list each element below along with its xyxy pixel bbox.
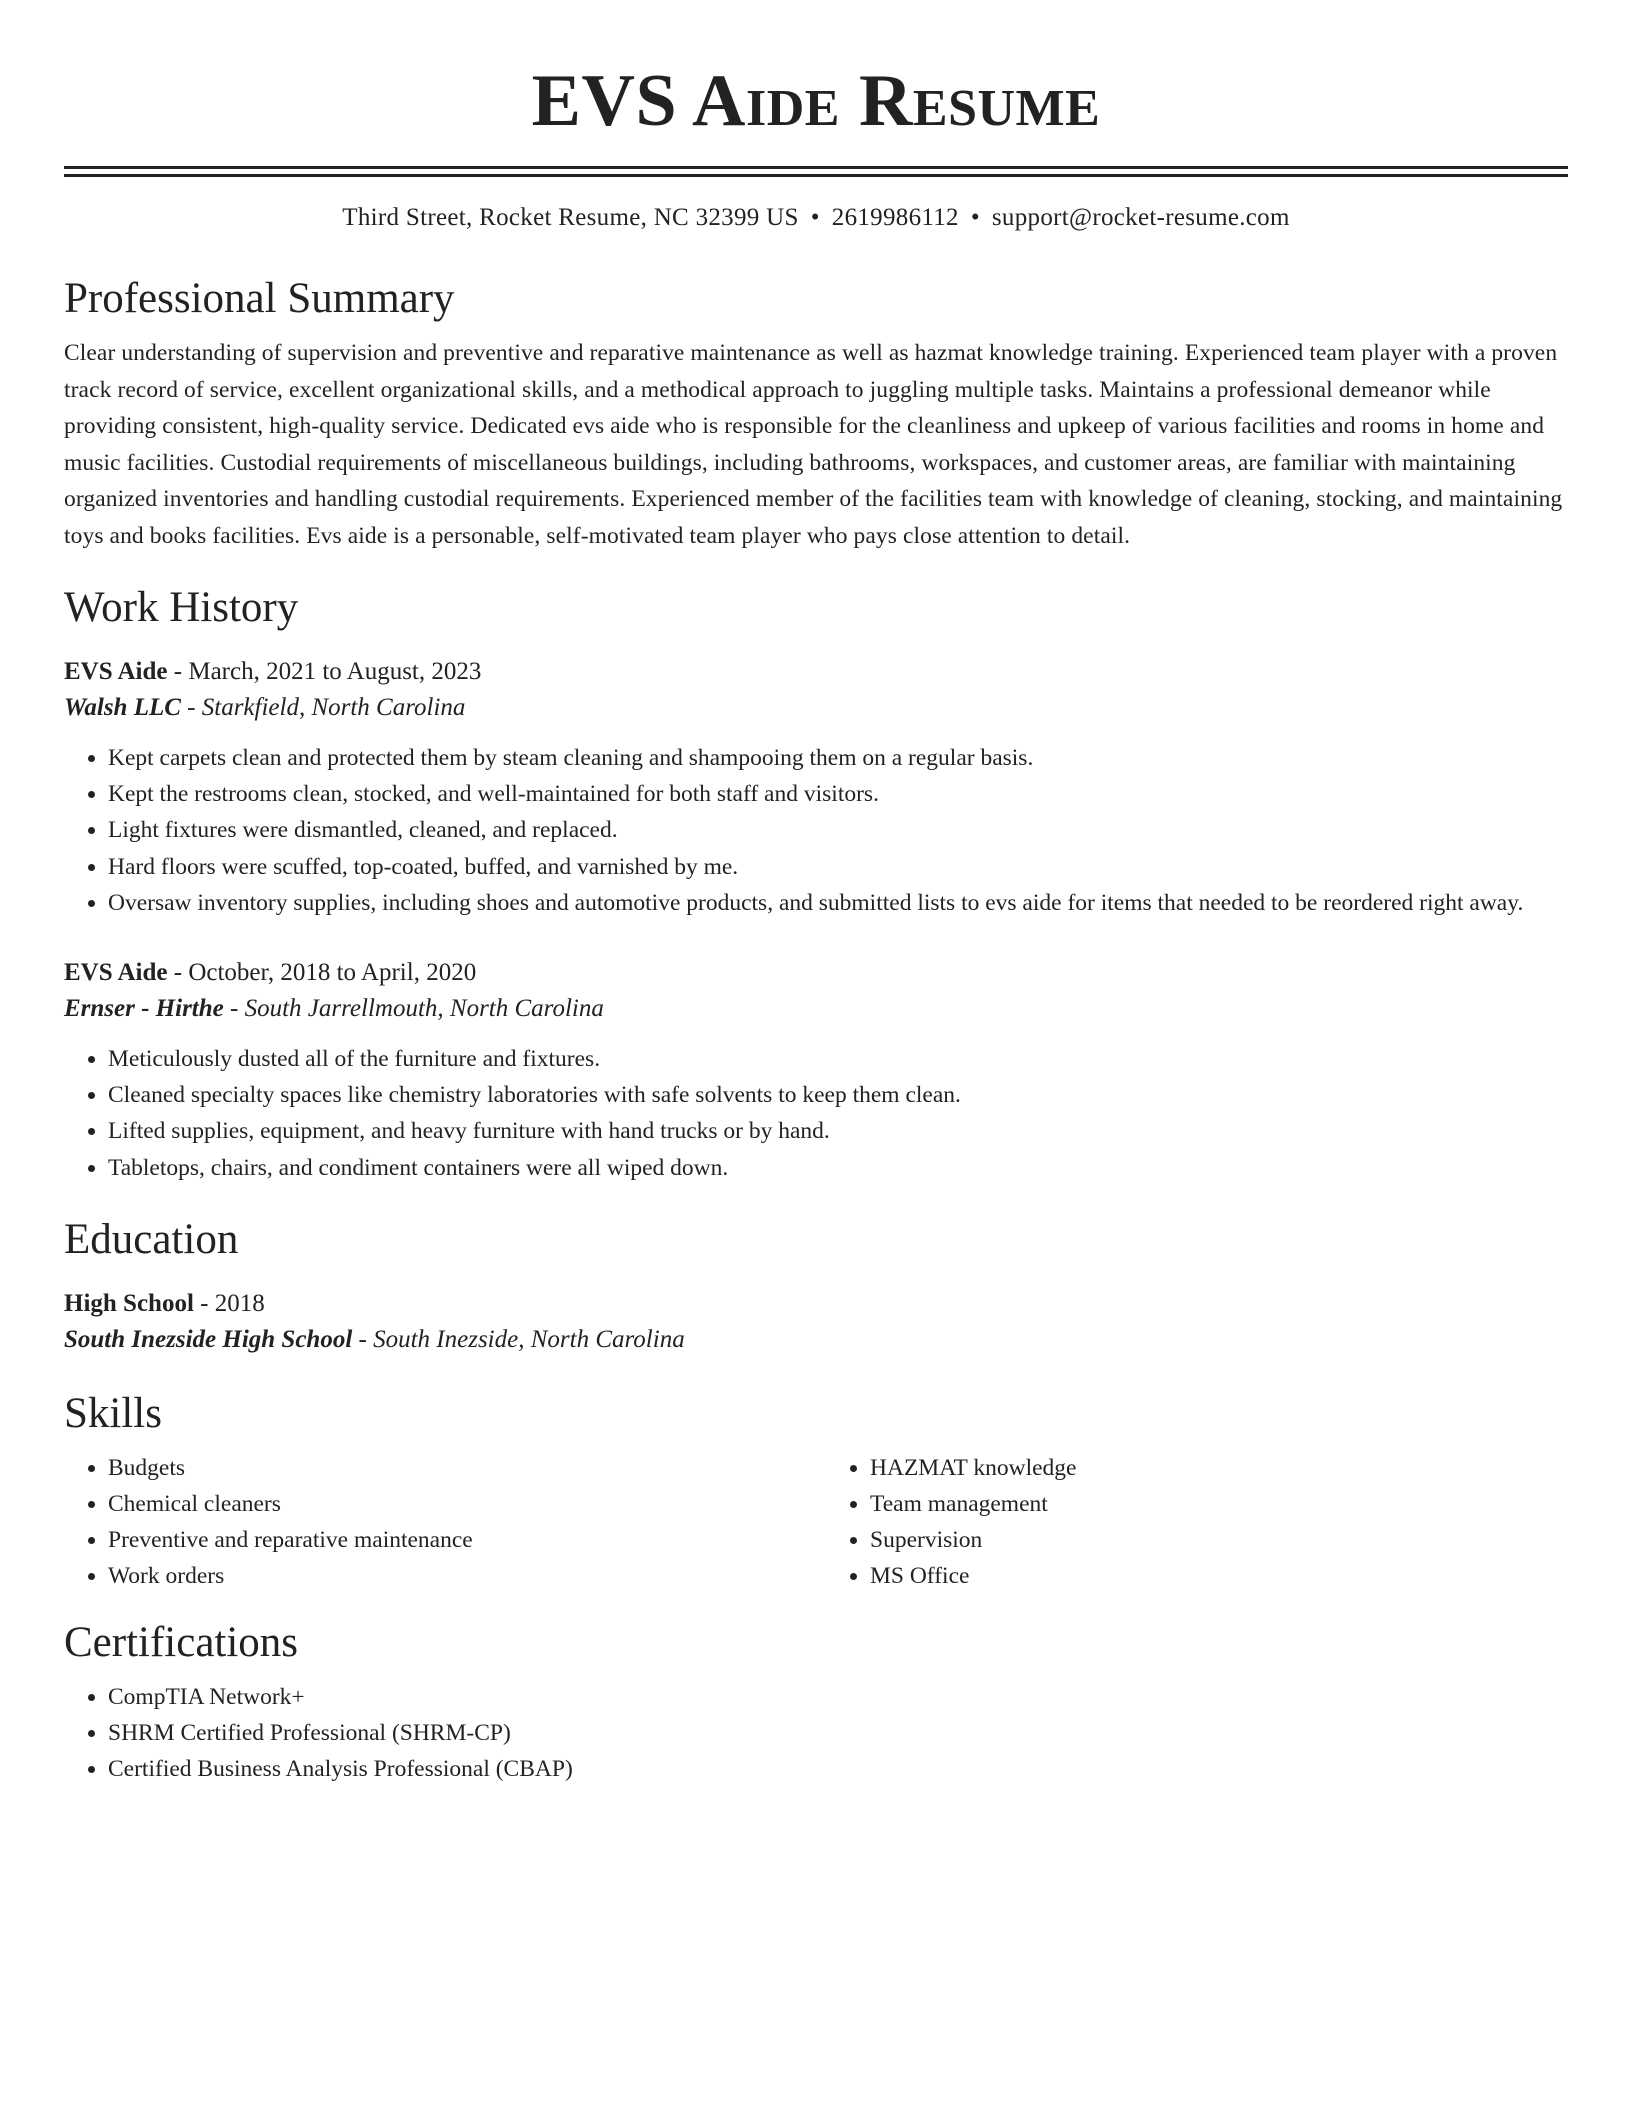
skill-item: • Supervision — [870, 1522, 1568, 1558]
education-section — [64, 1214, 1568, 1358]
skills-section — [64, 1388, 1568, 1595]
resume-page — [64, 0, 1568, 1787]
job-duty: • Light fixtures were dismantled, cleaned, and replaced. — [108, 812, 1568, 848]
skills-heading: Skills — [64, 1389, 162, 1437]
job-company: Walsh LLC — [64, 694, 181, 721]
contact-address: Third Street, Rocket Resume, NC 32399 US — [342, 204, 799, 231]
skills-columns — [64, 1440, 1568, 1595]
contact-email: support@rocket-resume.com — [991, 204, 1290, 231]
skill-item: • MS Office — [870, 1558, 1568, 1594]
education-heading: Education — [64, 1215, 239, 1263]
job-entry — [64, 955, 1568, 1186]
education-school: South Inezside High School — [64, 1325, 353, 1353]
resume-title: EVS Aide Resume — [531, 60, 1101, 142]
job-header — [64, 955, 1568, 991]
certification-item: • Certified Business Analysis Professional (CBAP) — [108, 1751, 1568, 1787]
job-duty: • Tabletops, chairs, and condiment containers were all wiped down. — [108, 1150, 1568, 1186]
education-location: - South Inezside, North Carolina — [352, 1325, 685, 1353]
certification-item: • CompTIA Network+ — [108, 1679, 1568, 1715]
contact-line — [64, 203, 1568, 233]
job-dates: - March, 2021 to August, 2023 — [167, 658, 482, 685]
job-dates: - October, 2018 to April, 2020 — [167, 959, 477, 987]
job-entry — [64, 654, 1568, 921]
skill-item: • HAZMAT knowledge — [870, 1450, 1568, 1486]
summary-text: Clear understanding of supervision and preventive and reparative maintenance as well as hazmat knowledge training. Experienced team player with a proven track record of service, excellent organizational skills, and a methodical approach to juggling multiple tasks. Maintains a professional demeanor while providing consistent, high-quality service. Dedicated evs aide who is responsible for the cleanliness and upkeep of various facilities and rooms in home and music facilities. Custodial requirements of miscellaneous buildings, including bathrooms, workspaces, and customer areas, are familiar with maintaining organized inventories and handling custodial requirements. Experienced member of the facilities team with knowledge of cleaning, stocking, and maintaining toys and books facilities. Evs aide is a personable, self-motivated team player who pays close attention to detail. — [64, 340, 1563, 549]
skill-item: • Work orders — [108, 1558, 806, 1594]
education-school-line — [64, 1322, 1568, 1358]
professional-summary-section — [64, 273, 1568, 554]
job-duty: • Meticulously dusted all of the furniture and fixtures. — [108, 1041, 1568, 1077]
skill-item: • Team management — [870, 1486, 1568, 1522]
job-duty: • Kept carpets clean and protected them by steam cleaning and shampooing them on a regular basis. — [108, 740, 1568, 776]
skill-item: • Budgets — [108, 1450, 806, 1486]
job-employer — [64, 690, 1568, 726]
education-year: - 2018 — [193, 1289, 265, 1317]
job-title: EVS Aide — [64, 658, 168, 685]
summary-heading: Professional Summary — [64, 275, 455, 322]
job-duty: • Kept the restrooms clean, stocked, and well-maintained for both staff and visitors. — [108, 776, 1568, 812]
contact-separator: • — [810, 204, 820, 231]
job-duty: • Oversaw inventory supplies, including shoes and automotive products, and submitted lists to evs aide for items that needed to be reordered right away. — [108, 885, 1568, 921]
work-history-section — [64, 582, 1568, 1186]
certification-item: • SHRM Certified Professional (SHRM-CP) — [108, 1715, 1568, 1751]
certifications-section — [64, 1617, 1568, 1788]
certifications-list — [64, 1679, 1568, 1788]
contact-separator: • — [970, 204, 980, 231]
job-duty: • Cleaned specialty spaces like chemistry laboratories with safe solvents to keep them clean. — [108, 1077, 1568, 1113]
title-double-rule — [64, 166, 1568, 177]
job-header — [64, 654, 1568, 690]
job-duty: • Lifted supplies, equipment, and heavy furniture with hand trucks or by hand. — [108, 1113, 1568, 1149]
job-location: - South Jarrellmouth, North Carolina — [223, 995, 604, 1023]
skills-list-right — [826, 1450, 1568, 1595]
contact-phone: 2619986112 — [831, 204, 959, 231]
skills-list-left — [64, 1450, 806, 1595]
job-title: EVS Aide — [64, 959, 168, 987]
job-duties-list — [64, 1041, 1568, 1186]
skill-item: • Chemical cleaners — [108, 1486, 806, 1522]
education-degree: High School — [64, 1289, 194, 1317]
certifications-heading: Certifications — [64, 1618, 299, 1666]
job-duty: • Hard floors were scuffed, top-coated, buffed, and varnished by me. — [108, 849, 1568, 885]
job-employer — [64, 991, 1568, 1027]
education-degree-line — [64, 1286, 1568, 1322]
job-location: - Starkfield, North Carolina — [180, 694, 466, 721]
work-history-heading: Work History — [64, 584, 299, 631]
job-company: Ernser - Hirthe — [64, 995, 224, 1023]
skill-item: • Preventive and reparative maintenance — [108, 1522, 806, 1558]
job-duties-list — [64, 740, 1568, 921]
